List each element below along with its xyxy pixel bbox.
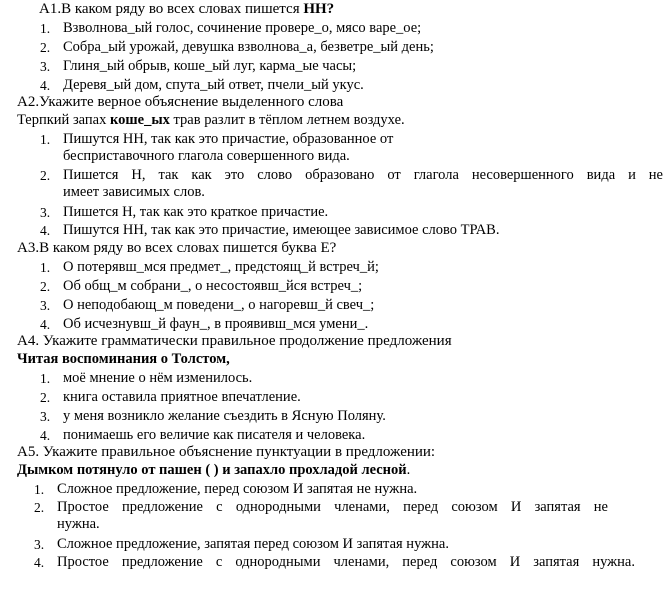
a1-item-1-number: 1. <box>40 21 51 36</box>
a1-item-3-number: 3. <box>40 59 51 74</box>
question-a3-title: А3.В каком ряду во всех словах пишется буква Е? <box>17 240 337 256</box>
question-a4-title: А4. Укажите грамматически правильное продолжение предложения <box>17 333 452 349</box>
a2-item-4-text: Пишутся НН, так как это причастие, имеющее зависимое слово ТРАВ. <box>63 222 500 238</box>
a1-item-4-number: 4. <box>40 78 51 93</box>
a1-item-1-text: Взволнова_ый голос, сочинение провере_о, мясо варе_ое; <box>63 20 422 36</box>
question-a5-lead <box>17 462 410 479</box>
a4-item-2-text: книга оставила приятное впечатление. <box>63 389 301 405</box>
a2-item-1-line-2: бесприставочного глагола совершенного вида. <box>63 148 350 164</box>
a1-item-4-text: Деревя_ый дом, спута_ый ответ, пчели_ый укус. <box>63 77 364 93</box>
a5-lead-sentence: Дымком потянуло от пашен ( ) и запахло прохладой лесной <box>17 462 407 478</box>
a2-item-1-number: 1. <box>40 132 51 147</box>
a2-item-2-line-1: Пишется Н, так как это слово образовано от глагола несовершенного вида и не <box>63 167 663 183</box>
a5-item-3-text: Сложное предложение, запятая перед союзом И запятая нужна. <box>57 536 449 552</box>
a2-item-3-text: Пишется Н, так как это краткое причастие. <box>63 204 329 220</box>
question-a4-lead: Читая воспоминания о Толстом, <box>17 351 230 367</box>
a3-item-2-text: Об общ_м собрани_, о несостоявш_йся встреч_; <box>63 278 363 294</box>
a5-item-1-number: 1. <box>34 482 45 497</box>
a4-item-4-text: понимаешь его величие как писателя и человека. <box>63 427 366 443</box>
a5-item-2-number: 2. <box>34 500 45 515</box>
a3-item-4-number: 4. <box>40 317 51 332</box>
a3-item-4-text: Об исчезнувш_й фаун_, в проявивш_мся умени_. <box>63 316 369 332</box>
a1-item-3-text: Глиня_ый обрыв, коше_ый луг, карма_ые часы; <box>63 58 357 74</box>
a2-item-1-line-1: Пишутся НН, так как это причастие, образованное от <box>63 131 394 147</box>
a3-item-2-number: 2. <box>40 279 51 294</box>
question-a1-prompt-bold: НН? <box>303 1 335 17</box>
a2-item-3-number: 3. <box>40 205 51 220</box>
question-a2-title: А2.Укажите верное объяснение выделенного слова <box>17 94 344 110</box>
question-a5-title: А5. Укажите правильное объяснение пунктуации в предложении: <box>17 444 436 460</box>
a5-item-1-text: Сложное предложение, перед союзом И запятая не нужна. <box>57 481 418 497</box>
question-a1-title <box>39 1 334 18</box>
a5-item-2-line-2: нужна. <box>57 516 100 532</box>
a2-sentence-start: Терпкий запах <box>17 112 110 128</box>
a4-item-3-text: у меня возникло желание съездить в Ясную Поляну. <box>63 408 386 424</box>
a5-lead-period: . <box>406 462 411 478</box>
a4-item-3-number: 3. <box>40 409 51 424</box>
a3-item-3-text: О неподобающ_м поведени_, о нагоревш_й свеч_; <box>63 297 375 313</box>
a5-item-4-number: 4. <box>34 555 45 570</box>
a2-item-4-number: 4. <box>40 223 51 238</box>
question-a2-sentence <box>17 112 405 129</box>
a1-item-2-text: Собра_ый урожай, девушка взволнова_а, безветре_ый день; <box>63 39 434 55</box>
a4-item-1-text: моё мнение о нём изменилось. <box>63 370 253 386</box>
a1-item-2-number: 2. <box>40 40 51 55</box>
a2-item-2-number: 2. <box>40 168 51 183</box>
a5-item-4-text: Простое предложение с однородными членами, перед союзом И запятая нужна. <box>57 554 635 570</box>
a4-item-4-number: 4. <box>40 428 51 443</box>
question-a1-prompt: А1.В каком ряду во всех словах пишется <box>39 1 304 17</box>
a2-sentence-end: трав разлит в тёплом летнем воздухе. <box>169 112 405 128</box>
a4-item-1-number: 1. <box>40 371 51 386</box>
a2-item-2-line-2: имеет зависимых слов. <box>63 184 205 200</box>
a3-item-3-number: 3. <box>40 298 51 313</box>
a3-item-1-text: О потерявш_мся предмет_, предстоящ_й встреч_й; <box>63 259 379 275</box>
a5-item-3-number: 3. <box>34 537 45 552</box>
a4-item-2-number: 2. <box>40 390 51 405</box>
a3-item-1-number: 1. <box>40 260 51 275</box>
a5-item-2-line-1: Простое предложение с однородными членами, перед союзом И запятая не <box>57 499 608 515</box>
a2-highlighted-word: коше_ых <box>109 112 170 128</box>
